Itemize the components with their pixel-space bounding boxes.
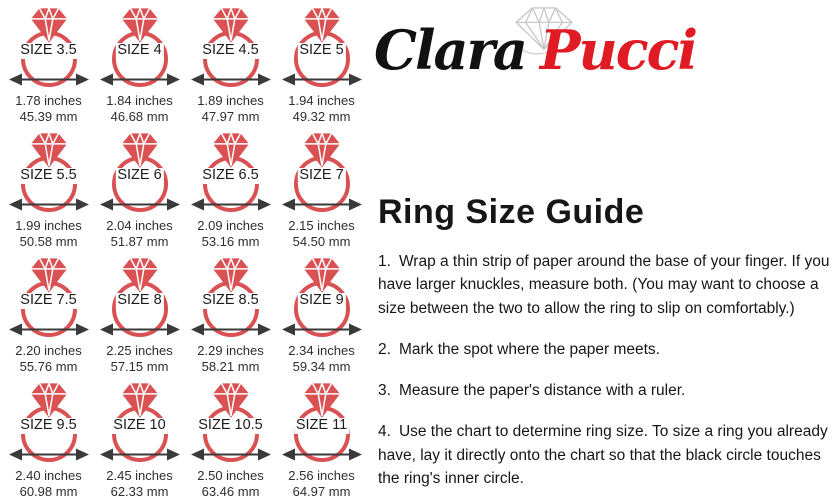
- diameter-inches: 1.89 inches: [197, 93, 264, 108]
- ring-size-label: SIZE 6.5: [202, 167, 259, 183]
- ring-figure: [94, 5, 185, 92]
- diameter-arrow-icon: [282, 447, 362, 462]
- ring-size-label: SIZE 3.5: [20, 42, 77, 58]
- ring-figure: [276, 255, 367, 342]
- ring-figure: [3, 380, 94, 467]
- ring-figure: [185, 380, 276, 467]
- ring-size-cell: [3, 377, 94, 501]
- ring-size-cell: [3, 127, 94, 252]
- diameter-mm: 46.68 mm: [110, 108, 169, 124]
- diamond-icon: [212, 7, 250, 44]
- step-number: 3.: [378, 382, 391, 399]
- instructions: [378, 250, 836, 501]
- diameter-mm: 62.33 mm: [110, 483, 169, 499]
- ring-size-cell: [276, 252, 367, 377]
- diameter-measurements: [94, 93, 185, 124]
- instruction-step-1: [378, 250, 836, 320]
- ring-size-cell: [94, 2, 185, 127]
- diameter-inches: 2.50 inches: [197, 468, 264, 483]
- ring-size-label: SIZE 5: [299, 42, 344, 58]
- diameter-measurements: [3, 93, 94, 124]
- ring-size-cell: [276, 127, 367, 252]
- diameter-inches: 2.45 inches: [106, 468, 173, 483]
- diameter-mm: 49.32 mm: [292, 108, 351, 124]
- diameter-inches: 1.94 inches: [288, 93, 355, 108]
- diameter-inches: 1.84 inches: [106, 93, 173, 108]
- step-number: 4.: [378, 423, 391, 441]
- diamond-icon: [303, 7, 341, 44]
- step-text: Use the chart to determine ring size. To size a ring you already have, lay it directly onto the chart so that the black circle touches the ring's inner circle.: [378, 423, 828, 487]
- ring-size-label: SIZE 10: [113, 417, 166, 433]
- ring-figure: [3, 255, 94, 342]
- step-text: Mark the spot where the paper meets.: [398, 340, 660, 358]
- diamond-icon: [212, 132, 250, 169]
- diameter-inches: 1.78 inches: [15, 93, 82, 108]
- diameter-mm: 59.34 mm: [292, 358, 351, 374]
- ring-figure: [94, 380, 185, 467]
- ring-size-label: SIZE 8: [117, 292, 162, 308]
- diameter-arrow-icon: [282, 197, 362, 212]
- diameter-mm: 60.98 mm: [19, 483, 78, 499]
- diameter-measurements: [94, 468, 185, 499]
- diamond-icon: [121, 132, 159, 169]
- ring-size-cell: [276, 2, 367, 127]
- diameter-mm: 50.58 mm: [19, 233, 78, 249]
- ring-figure: [185, 5, 276, 92]
- diameter-measurements: [185, 343, 276, 374]
- ring-size-cell: [276, 377, 367, 501]
- diameter-mm: 53.16 mm: [201, 233, 260, 249]
- diameter-measurements: [3, 468, 94, 499]
- ring-size-cell: [3, 252, 94, 377]
- step-number: 1.: [378, 253, 391, 270]
- diameter-arrow-icon: [9, 322, 89, 337]
- diameter-arrow-icon: [100, 447, 180, 462]
- diameter-arrow-icon: [191, 447, 271, 462]
- diameter-arrow-icon: [100, 322, 180, 337]
- diamond-icon: [212, 257, 250, 294]
- diameter-inches: 2.04 inches: [106, 218, 173, 233]
- ring-size-cell: [3, 2, 94, 127]
- diameter-arrow-icon: [100, 197, 180, 212]
- diameter-inches: 2.29 inches: [197, 343, 264, 358]
- diameter-measurements: [185, 468, 276, 499]
- brand-name: [374, 18, 696, 82]
- page-title: Ring Size Guide: [378, 193, 645, 231]
- brand-name-first: Clara: [374, 18, 526, 82]
- diameter-measurements: [276, 218, 367, 249]
- diameter-inches: 2.40 inches: [15, 468, 82, 483]
- diameter-measurements: [94, 218, 185, 249]
- ring-size-label: SIZE 5.5: [20, 167, 77, 183]
- ring-figure: [94, 130, 185, 217]
- diameter-mm: 64.97 mm: [292, 483, 351, 499]
- ring-size-label: SIZE 8.5: [202, 292, 259, 308]
- ring-size-label: SIZE 6: [117, 167, 162, 183]
- diameter-measurements: [3, 218, 94, 249]
- ring-size-label: SIZE 7.5: [20, 292, 77, 308]
- instruction-step-3: [378, 379, 836, 402]
- ring-size-cell: [94, 252, 185, 377]
- diameter-mm: 55.76 mm: [19, 358, 78, 374]
- ring-figure: [3, 130, 94, 217]
- ring-size-label: SIZE 4: [117, 42, 162, 58]
- diameter-arrow-icon: [9, 72, 89, 87]
- diameter-inches: 1.99 inches: [15, 218, 82, 233]
- ring-figure: [185, 255, 276, 342]
- diameter-arrow-icon: [9, 197, 89, 212]
- diameter-arrow-icon: [282, 322, 362, 337]
- ring-size-cell: [94, 377, 185, 501]
- diamond-icon: [121, 257, 159, 294]
- diamond-icon: [303, 257, 341, 294]
- diameter-mm: 45.39 mm: [19, 108, 78, 124]
- ring-size-cell: [185, 252, 276, 377]
- instruction-step-2: [378, 338, 836, 361]
- step-text: Measure the paper's distance with a ruler.: [398, 382, 686, 399]
- diamond-icon: [30, 382, 68, 419]
- diameter-mm: 63.46 mm: [201, 483, 260, 499]
- diamond-icon: [30, 132, 68, 169]
- diameter-measurements: [276, 343, 367, 374]
- ring-figure: [94, 255, 185, 342]
- diameter-mm: 57.15 mm: [110, 358, 169, 374]
- ring-size-cell: [185, 127, 276, 252]
- ring-size-label: SIZE 9.5: [20, 417, 77, 433]
- diamond-icon: [30, 257, 68, 294]
- ring-size-label: SIZE 7: [299, 167, 344, 183]
- ring-size-cell: [94, 127, 185, 252]
- diameter-inches: 2.20 inches: [15, 343, 82, 358]
- diameter-arrow-icon: [191, 322, 271, 337]
- diamond-icon: [303, 132, 341, 169]
- diameter-arrow-icon: [191, 72, 271, 87]
- step-text: Wrap a thin strip of paper around the base of your finger. If you have larger knuckles, measure both. (You may want to choose a size between the two to allow the ring to slip on comfortably.): [378, 253, 830, 317]
- diameter-mm: 51.87 mm: [110, 233, 169, 249]
- ring-figure: [276, 5, 367, 92]
- ring-size-chart: [3, 2, 367, 501]
- diamond-icon: [121, 7, 159, 44]
- diameter-mm: 58.21 mm: [201, 358, 260, 374]
- ring-size-cell: [185, 377, 276, 501]
- diamond-icon: [212, 382, 250, 419]
- diamond-icon: [303, 382, 341, 419]
- diameter-arrow-icon: [282, 72, 362, 87]
- ring-figure: [3, 5, 94, 92]
- diameter-arrow-icon: [9, 447, 89, 462]
- diameter-measurements: [3, 343, 94, 374]
- instruction-step-4: [378, 420, 836, 490]
- ring-size-label: SIZE 4.5: [202, 42, 259, 58]
- diamond-icon: [30, 7, 68, 44]
- ring-size-label: SIZE 10.5: [198, 417, 263, 433]
- brand-name-second: Pucci: [539, 18, 697, 82]
- diameter-inches: 2.56 inches: [288, 468, 355, 483]
- diameter-mm: 47.97 mm: [201, 108, 260, 124]
- diameter-mm: 54.50 mm: [292, 233, 351, 249]
- diameter-measurements: [276, 468, 367, 499]
- ring-size-label: SIZE 9: [299, 292, 344, 308]
- diameter-inches: 2.09 inches: [197, 218, 264, 233]
- ring-size-cell: [185, 2, 276, 127]
- diameter-measurements: [185, 93, 276, 124]
- diameter-inches: 2.15 inches: [288, 218, 355, 233]
- ring-figure: [276, 380, 367, 467]
- step-number: 2.: [378, 340, 391, 358]
- ring-size-label: SIZE 11: [295, 417, 348, 433]
- diameter-inches: 2.34 inches: [288, 343, 355, 358]
- diameter-arrow-icon: [191, 197, 271, 212]
- diamond-icon: [121, 382, 159, 419]
- brand-logo: [372, 4, 812, 104]
- ring-figure: [185, 130, 276, 217]
- diameter-measurements: [94, 343, 185, 374]
- diameter-inches: 2.25 inches: [106, 343, 173, 358]
- diameter-measurements: [185, 218, 276, 249]
- diameter-measurements: [276, 93, 367, 124]
- ring-figure: [276, 130, 367, 217]
- diameter-arrow-icon: [100, 72, 180, 87]
